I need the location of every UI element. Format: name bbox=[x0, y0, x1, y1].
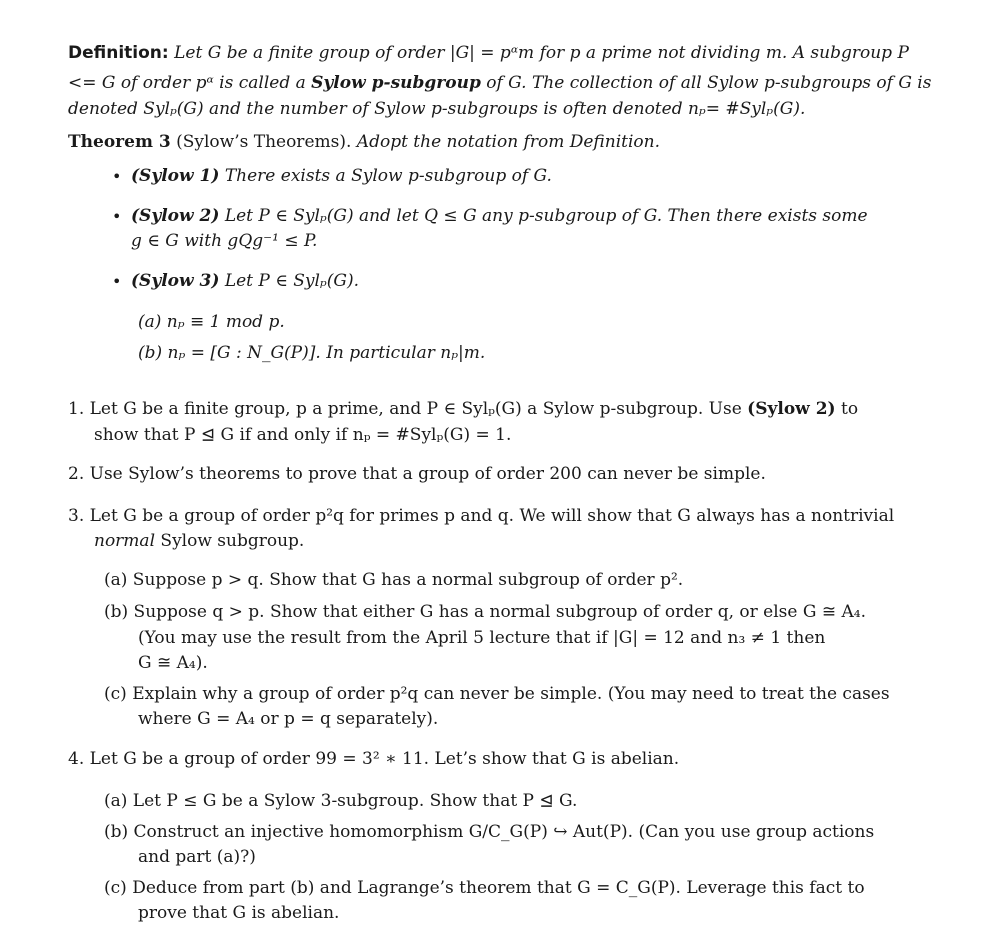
sylow-2-label: (Sylow 2) bbox=[131, 206, 220, 226]
sylow-1-line bbox=[131, 165, 552, 187]
problem-3-part-b-line-3: G ≅ A₄). bbox=[138, 653, 208, 673]
sylow-3-part-b: (b) nₚ = [G : N_G(P)]. In particular nₚ|m. bbox=[138, 343, 486, 363]
problem-2-line: 2. Use Sylow’s theorems to prove that a group of order 200 can never be simple. bbox=[68, 464, 766, 484]
problem-3-part-b-line-2: (You may use the result from the April 5 lecture that if |G| = 12 and n₃ ≠ 1 then bbox=[138, 628, 826, 648]
theorem-line bbox=[68, 131, 660, 153]
definition-text-1: Let G be a finite group of order |G| = pᵅm for p a prime not dividing m. A subgroup P bbox=[174, 43, 909, 63]
problem-4-part-c-line-1: (c) Deduce from part (b) and Lagrange’s theorem that G = C_G(P). Leverage this fact to bbox=[104, 878, 865, 898]
problem-3-text-2b: Sylow subgroup. bbox=[155, 531, 305, 551]
theorem-title: (Sylow’s Theorems). bbox=[170, 132, 352, 152]
definition-line-2 bbox=[68, 72, 931, 94]
problem-3-part-b-line-1: (b) Suppose q > p. Show that either G has a normal subgroup of order q, or else G ≅ A₄. bbox=[104, 602, 866, 622]
sylow-3-label: (Sylow 3) bbox=[131, 271, 220, 291]
bullet-sylow-3: • bbox=[112, 272, 122, 291]
problem-1-line-1 bbox=[68, 398, 858, 420]
problem-4-part-b-line-1: (b) Construct an injective homomorphism G/C_G(P) ↪ Aut(P). (Can you use group actions bbox=[104, 822, 875, 842]
definition-text-2a: <= G of order pᵅ is called a bbox=[68, 73, 312, 93]
sylow-1-text: There exists a Sylow p-subgroup of G. bbox=[219, 166, 552, 186]
problem-3-part-c-line-1: (c) Explain why a group of order p²q can never be simple. (You may need to treat the cases bbox=[104, 684, 890, 704]
sylow-2-line-2: g ∈ G with gQg⁻¹ ≤ P. bbox=[131, 231, 318, 251]
definition-line-3: denoted Sylₚ(G) and the number of Sylow p-subgroups is often denoted nₚ= #Sylₚ(G). bbox=[68, 99, 806, 119]
sylow-3-part-a: (a) nₚ ≡ 1 mod p. bbox=[138, 312, 285, 332]
problem-1-text-a: 1. Let G be a finite group, p a prime, and P ∈ Sylₚ(G) a Sylow p-subgroup. Use bbox=[68, 399, 748, 419]
sylow-1-label: (Sylow 1) bbox=[131, 166, 220, 186]
problem-3-part-a: (a) Suppose p > q. Show that G has a normal subgroup of order p². bbox=[104, 570, 684, 590]
sylow-3-text: Let P ∈ Sylₚ(G). bbox=[219, 271, 359, 291]
problem-3-line-2 bbox=[94, 530, 304, 552]
problem-3-normal: normal bbox=[94, 531, 156, 551]
problem-4-part-b-line-2: and part (a)?) bbox=[138, 847, 256, 867]
sylow-2-line-1 bbox=[131, 205, 868, 227]
problem-1-text-c: to bbox=[835, 399, 859, 419]
bullet-sylow-1: • bbox=[112, 167, 122, 186]
problem-1-sylow-ref: (Sylow 2) bbox=[747, 399, 836, 419]
definition-text-2c: of G. The collection of all Sylow p-subgroups of G is bbox=[480, 73, 932, 93]
problem-4-line-1: 4. Let G be a group of order 99 = 3² ∗ 11. Let’s show that G is abelian. bbox=[68, 749, 680, 769]
problem-4-part-c-line-2: prove that G is abelian. bbox=[138, 903, 340, 923]
problem-1-line-2: show that P ⊴ G if and only if nₚ = #Sylₚ(G) = 1. bbox=[94, 425, 512, 445]
theorem-text: Adopt the notation from Definition. bbox=[351, 132, 661, 152]
problem-3-part-c-line-2: where G = A₄ or p = q separately). bbox=[138, 709, 439, 729]
sylow-2-text-1: Let P ∈ Sylₚ(G) and let Q ≤ G any p-subgroup of G. Then there exists some bbox=[219, 206, 868, 226]
problem-3-line-1: 3. Let G be a group of order p²q for primes p and q. We will show that G always has a nontrivial bbox=[68, 506, 895, 526]
definition-line-1 bbox=[68, 42, 909, 64]
theorem-label: Theorem 3 bbox=[68, 132, 171, 152]
problem-4-part-a: (a) Let P ≤ G be a Sylow 3-subgroup. Show that P ⊴ G. bbox=[104, 791, 578, 811]
definition-sylow-term: Sylow p-subgroup bbox=[311, 73, 481, 93]
bullet-sylow-2: • bbox=[112, 207, 122, 226]
sylow-3-line bbox=[131, 270, 359, 292]
definition-label: Definition: bbox=[68, 43, 169, 63]
